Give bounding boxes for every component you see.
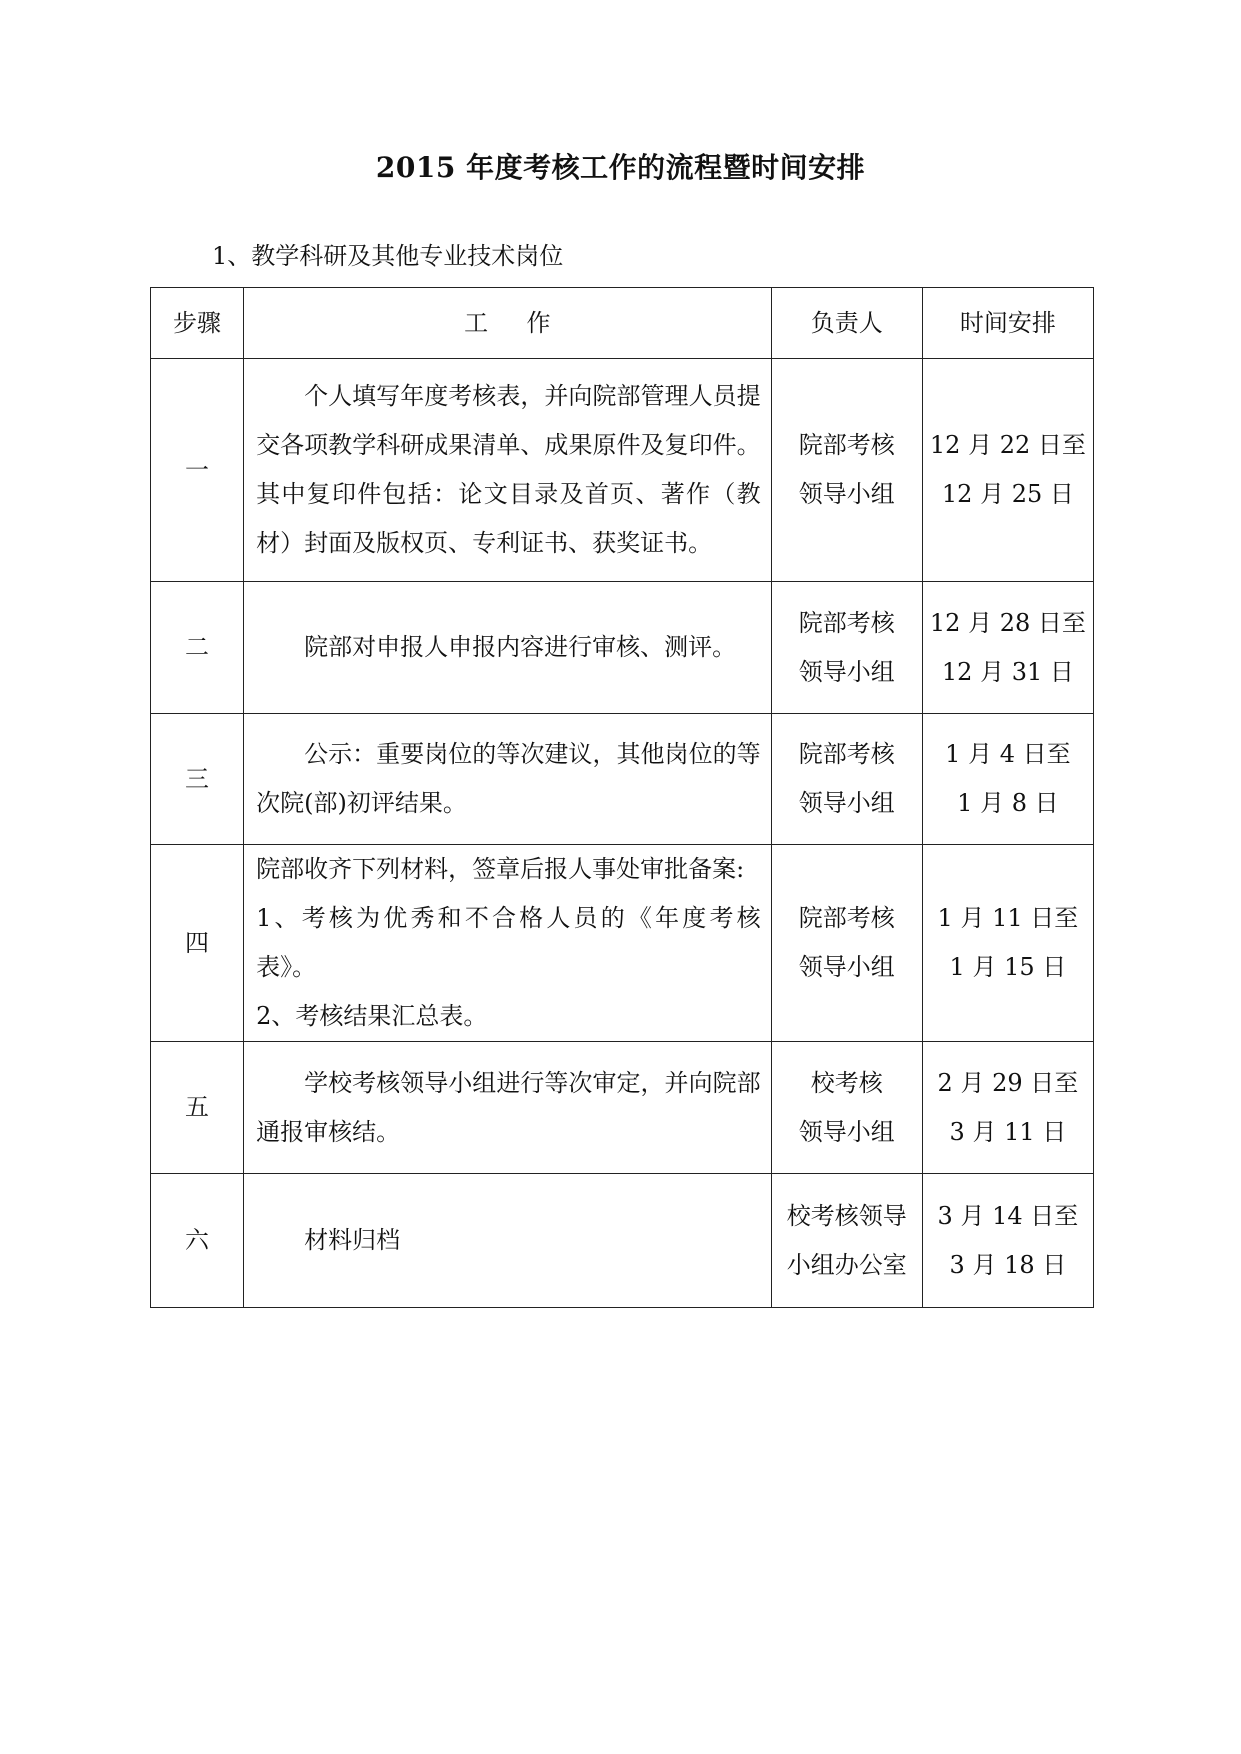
time-cell <box>922 714 1093 845</box>
work-cell <box>244 582 772 714</box>
work-cell <box>244 1042 772 1174</box>
header-responsible: 负责人 <box>771 288 922 359</box>
time-cell <box>922 582 1093 714</box>
time-end: 1 月 8 日 <box>957 789 1059 817</box>
time-start: 2 月 29 日至 <box>937 1068 1079 1097</box>
time-cell <box>922 845 1093 1042</box>
time-start: 1 月 11 日至 <box>937 904 1079 932</box>
responsible-cell <box>771 582 922 714</box>
time-end: 12 月 25 日 <box>941 480 1074 508</box>
work-text: 公示：重要岗位的等次建议，其他岗位的等次院(部)初评结果。 <box>256 740 761 817</box>
work-cell <box>244 714 772 845</box>
responsible-line: 校考核领导 <box>786 1201 907 1230</box>
work-cell <box>244 1174 772 1308</box>
responsible-line: 校考核 <box>810 1068 883 1097</box>
schedule-table <box>150 287 1094 1308</box>
work-cell <box>244 845 772 1042</box>
header-work: 工作 <box>244 288 772 359</box>
step-cell: 一 <box>151 359 244 582</box>
step-cell: 六 <box>151 1174 244 1308</box>
time-cell <box>922 359 1093 582</box>
work-text: 材料归档 <box>304 1226 401 1254</box>
responsible-line: 院部考核 <box>798 608 895 637</box>
responsible-line: 领导小组 <box>798 789 895 817</box>
responsible-line: 小组办公室 <box>786 1250 907 1279</box>
table-row <box>151 845 1094 1042</box>
work-line: 2、考核结果汇总表。 <box>256 1002 488 1030</box>
work-cell <box>244 359 772 582</box>
section-heading: 1、教学科研及其他专业技术岗位 <box>212 242 564 270</box>
responsible-cell <box>771 1042 922 1174</box>
table-row <box>151 582 1094 714</box>
work-line: 院部收齐下列材料，签章后报人事处审批备案: <box>256 855 745 883</box>
time-end: 12 月 31 日 <box>941 657 1074 686</box>
table-row <box>151 359 1094 582</box>
time-start: 3 月 14 日至 <box>937 1201 1079 1230</box>
document-title: 2015 年度考核工作的流程暨时间安排 <box>375 151 866 184</box>
responsible-line: 领导小组 <box>798 480 895 508</box>
responsible-cell <box>771 845 922 1042</box>
table-row <box>151 1042 1094 1174</box>
time-end: 1 月 15 日 <box>949 953 1067 981</box>
responsible-line: 领导小组 <box>798 953 895 981</box>
table-row <box>151 1174 1094 1308</box>
work-text: 个人填写年度考核表，并向院部管理人员提交各项教学科研成果清单、成果原件及复印件。其中复印件包括：论文目录及首页、著作（教材）封面及版权页、专利证书、获奖证书。 <box>256 382 761 557</box>
responsible-cell <box>771 359 922 582</box>
table-row <box>151 714 1094 845</box>
responsible-cell <box>771 1174 922 1308</box>
time-cell <box>922 1042 1093 1174</box>
time-start: 12 月 28 日至 <box>929 608 1086 637</box>
time-cell <box>922 1174 1093 1308</box>
time-end: 3 月 11 日 <box>949 1117 1067 1146</box>
time-start: 1 月 4 日至 <box>945 740 1071 768</box>
table-header-row <box>151 288 1094 359</box>
header-step: 步骤 <box>151 288 244 359</box>
responsible-line: 领导小组 <box>798 1117 895 1146</box>
responsible-line: 院部考核 <box>798 904 895 932</box>
step-cell: 四 <box>151 845 244 1042</box>
step-cell: 二 <box>151 582 244 714</box>
work-text: 学校考核领导小组进行等次审定，并向院部通报审核结。 <box>256 1068 761 1146</box>
header-time: 时间安排 <box>922 288 1093 359</box>
responsible-line: 院部考核 <box>798 740 895 768</box>
step-cell: 五 <box>151 1042 244 1174</box>
responsible-line: 领导小组 <box>798 657 895 686</box>
responsible-cell <box>771 714 922 845</box>
step-cell: 三 <box>151 714 244 845</box>
time-start: 12 月 22 日至 <box>929 431 1086 459</box>
work-line: 1、考核为优秀和不合格人员的《年度考核表》。 <box>256 904 761 981</box>
responsible-line: 院部考核 <box>798 431 895 459</box>
work-text: 院部对申报人申报内容进行审核、测评。 <box>304 633 737 661</box>
time-end: 3 月 18 日 <box>949 1250 1067 1279</box>
